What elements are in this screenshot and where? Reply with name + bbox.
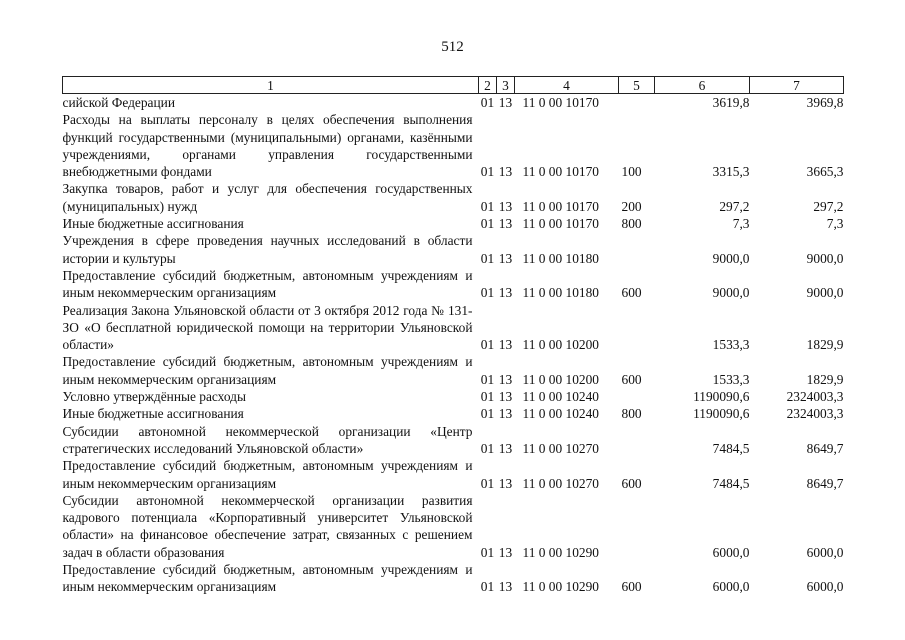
row-description: Закупка товаров, работ и услуг для обеспечения государственных (муниципальных) нужд [62,181,473,214]
row-amount-year2: 8649,7 [806,440,844,456]
row-amount-year2: 3665,3 [806,164,844,180]
row-target-code: 11 0 00 10290 [522,579,599,595]
table-row [63,492,844,561]
row-section: 01 [480,285,495,301]
row-subsection: 13 [498,440,513,456]
row-section: 01 [480,579,495,595]
row-description: Предоставление субсидий бюджетным, автономным учреждениям и иным некоммерческим организациям [62,354,473,387]
row-amount-year2: 6000,0 [806,579,844,595]
row-expense-type: 200 [621,198,642,214]
table-row [63,561,844,596]
row-subsection: 13 [498,337,513,353]
row-target-code: 11 0 00 10240 [522,406,599,422]
table-row [63,232,844,267]
row-section: 01 [480,250,495,266]
row-amount-year1: 1533,3 [712,371,750,387]
table-body [63,94,844,596]
table-row [63,215,844,232]
row-subsection: 13 [498,285,513,301]
row-expense-type: 800 [621,216,642,232]
row-expense-type: 600 [621,475,642,491]
row-description: сийской Федерации [62,95,175,110]
row-expense-type [619,94,655,112]
row-amount-year2: 2324003,3 [786,406,844,422]
row-subsection: 13 [498,371,513,387]
row-subsection: 13 [498,406,513,422]
row-target-code: 11 0 00 10240 [522,389,599,405]
row-subsection: 13 [498,95,513,110]
row-section: 01 [480,216,495,232]
row-target-code: 11 0 00 10180 [522,285,599,301]
row-section: 01 [480,475,495,491]
row-expense-type: 600 [621,579,642,595]
row-amount-year1: 6000,0 [712,544,750,560]
row-amount-year2: 9000,0 [806,285,844,301]
row-description: Реализация Закона Ульяновской области от 3 октября 2012 года № 131-ЗО «О бесплатной юридической помощи на территории Ульяновской области» [62,302,473,353]
row-description: Предоставление субсидий бюджетным, автономным учреждениям и иным некоммерческим организациям [62,267,473,301]
row-expense-type [619,388,655,405]
row-expense-type: 800 [621,406,642,422]
table-row [63,405,844,422]
row-subsection: 13 [498,250,513,266]
row-amount-year1: 7484,5 [712,475,750,491]
row-description: Расходы на выплаты персоналу в целях обеспечения выполнения функций государственными (муниципальными) органами, казёнными учреждениями, органами управления государственными внебюджетными фондами [62,112,473,180]
row-amount-year1: 6000,0 [712,579,750,595]
header-col-2: 2 [479,77,497,94]
row-target-code: 11 0 00 10270 [522,475,599,491]
row-amount-year1: 1190090,6 [693,389,750,405]
row-amount-year1: 7,3 [732,216,750,232]
row-expense-type [619,302,655,354]
row-amount-year2: 2324003,3 [786,389,844,405]
page-number: 512 [441,39,464,55]
row-expense-type: 600 [621,285,642,301]
row-target-code: 11 0 00 10170 [522,164,599,180]
row-section: 01 [480,95,495,110]
budget-table [62,76,844,596]
row-target-code: 11 0 00 10170 [522,216,599,232]
row-amount-year2: 3969,8 [806,95,844,110]
row-subsection: 13 [498,579,513,595]
table-row [63,457,844,492]
table-row [63,353,844,388]
header-row [63,77,844,94]
row-description: Предоставление субсидий бюджетным, автономным учреждениям и иным некоммерческим организациям [62,562,473,595]
row-amount-year2: 6000,0 [806,544,844,560]
row-subsection: 13 [498,216,513,232]
row-amount-year1: 3315,3 [712,164,750,180]
row-amount-year2: 9000,0 [806,250,844,266]
row-target-code: 11 0 00 10180 [522,250,599,266]
row-description: Иные бюджетные ассигнования [62,216,244,232]
table-row [63,388,844,405]
row-expense-type [619,232,655,267]
row-section: 01 [480,389,495,405]
header-col-6: 6 [655,77,750,94]
row-subsection: 13 [498,544,513,560]
row-description: Условно утверждённые расходы [62,389,246,405]
row-amount-year2: 1829,9 [806,371,844,387]
row-expense-type [619,423,655,458]
header-col-7: 7 [750,77,844,94]
row-amount-year1: 7484,5 [712,440,750,456]
row-section: 01 [480,406,495,422]
row-description: Субсидии автономной некоммерческой организации «Центр стратегических исследований Ульяновской области» [62,423,473,456]
row-amount-year2: 8649,7 [806,475,844,491]
row-subsection: 13 [498,198,513,214]
table-row [63,423,844,458]
table-row [63,180,844,215]
row-expense-type [619,492,655,561]
row-amount-year2: 1829,9 [806,337,844,353]
table-row [63,94,844,112]
row-target-code: 11 0 00 10270 [522,440,599,456]
row-amount-year1: 9000,0 [712,250,750,266]
row-target-code: 11 0 00 10170 [522,198,599,214]
row-amount-year1: 297,2 [719,198,750,214]
row-description: Предоставление субсидий бюджетным, автономным учреждениям и иным некоммерческим организациям [62,458,473,491]
row-description: Субсидии автономной некоммерческой организации развития кадрового потенциала «Корпоративный университет Ульяновской области» на финансовое обеспечение затрат, связанных с решением задач в области образования [62,492,473,560]
row-section: 01 [480,440,495,456]
row-target-code: 11 0 00 10170 [522,95,599,110]
row-section: 01 [480,164,495,180]
header-col-3: 3 [497,77,515,94]
row-subsection: 13 [498,164,513,180]
row-description: Иные бюджетные ассигнования [62,406,244,422]
row-section: 01 [480,337,495,353]
row-expense-type: 600 [621,371,642,387]
row-amount-year1: 9000,0 [712,285,750,301]
row-target-code: 11 0 00 10290 [522,544,599,560]
header-col-5: 5 [619,77,655,94]
row-section: 01 [480,371,495,387]
table-row [63,267,844,302]
table-row [63,302,844,354]
row-target-code: 11 0 00 10200 [522,371,599,387]
row-amount-year1: 1533,3 [712,337,750,353]
row-amount-year1: 1190090,6 [693,406,750,422]
row-amount-year2: 297,2 [813,198,844,214]
row-amount-year1: 3619,8 [712,95,750,110]
row-subsection: 13 [498,475,513,491]
table-row [63,111,844,180]
row-expense-type: 100 [621,164,642,180]
row-description: Учреждения в сфере проведения научных исследований в области истории и культуры [62,233,473,266]
row-section: 01 [480,198,495,214]
header-col-1: 1 [63,77,479,94]
row-amount-year2: 7,3 [826,216,844,232]
row-section: 01 [480,544,495,560]
row-subsection: 13 [498,389,513,405]
header-col-4: 4 [515,77,619,94]
row-target-code: 11 0 00 10200 [522,337,599,353]
table-header [63,77,844,94]
